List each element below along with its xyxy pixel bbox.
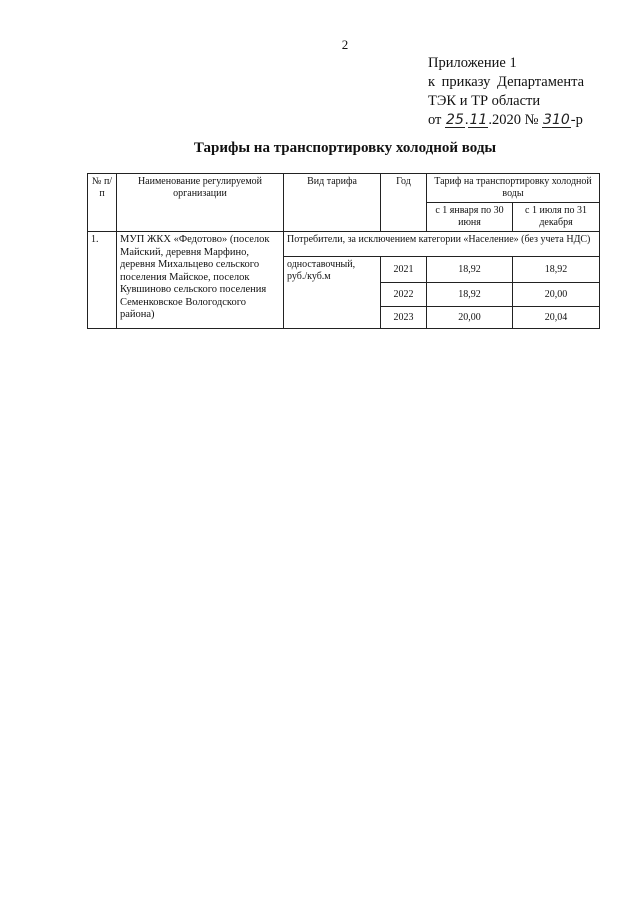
tariff-cell: 20,00 xyxy=(427,307,513,329)
header-period-2: с 1 июля по 31 декабря xyxy=(513,203,600,232)
appendix-title: Приложение 1 xyxy=(428,55,517,71)
tariff-cell: 18,92 xyxy=(513,257,600,283)
handwritten-order-number: 310 xyxy=(543,112,570,128)
tariff-cell: 18,92 xyxy=(427,283,513,307)
header-org: Наименование регулируемой организации xyxy=(117,174,284,232)
year-cell: 2022 xyxy=(381,283,427,307)
tariff-cell: 18,92 xyxy=(427,257,513,283)
appendix-block xyxy=(428,54,608,130)
tariff-table xyxy=(87,173,600,329)
appendix-department: ТЭК и ТР области xyxy=(428,93,541,109)
appendix-date-line: от 25.11.2020 № 310-р xyxy=(428,112,583,128)
appendix-order-ref: к приказу Департамента xyxy=(428,74,585,90)
tariff-cell: 20,04 xyxy=(513,307,600,329)
page-number: 2 xyxy=(341,37,349,52)
row-organization: МУП ЖКХ «Федотово» (поселок Майский, деревня Марфино, деревня Михальцево сельского поселения Майское, поселок Кувшиново сельского поселения Семенковское Вологодского района) xyxy=(117,232,284,329)
handwritten-month: 11 xyxy=(469,112,488,128)
date-year: .2020 № xyxy=(488,112,539,128)
row-num: 1. xyxy=(88,232,117,329)
year-cell: 2021 xyxy=(381,257,427,283)
header-num: № п/п xyxy=(88,174,117,232)
header-year: Год xyxy=(381,174,427,232)
row-consumers: Потребители, за исключением категории «Население» (без учета НДС) xyxy=(284,232,600,257)
header-period-1: с 1 января по 30 июня xyxy=(427,203,513,232)
document-title: Тарифы на транспортировку холодной воды xyxy=(193,140,497,156)
date-prefix: от xyxy=(428,112,442,128)
header-tariff-type: Вид тарифа xyxy=(284,174,381,232)
handwritten-day: 25 xyxy=(446,112,464,128)
header-tariff: Тариф на транспортировку холодной воды xyxy=(427,174,600,203)
row-tariff-type: одноставочный, руб./куб.м xyxy=(284,257,381,329)
order-suffix: -р xyxy=(570,112,583,128)
tariff-cell: 20,00 xyxy=(513,283,600,307)
year-cell: 2023 xyxy=(381,307,427,329)
